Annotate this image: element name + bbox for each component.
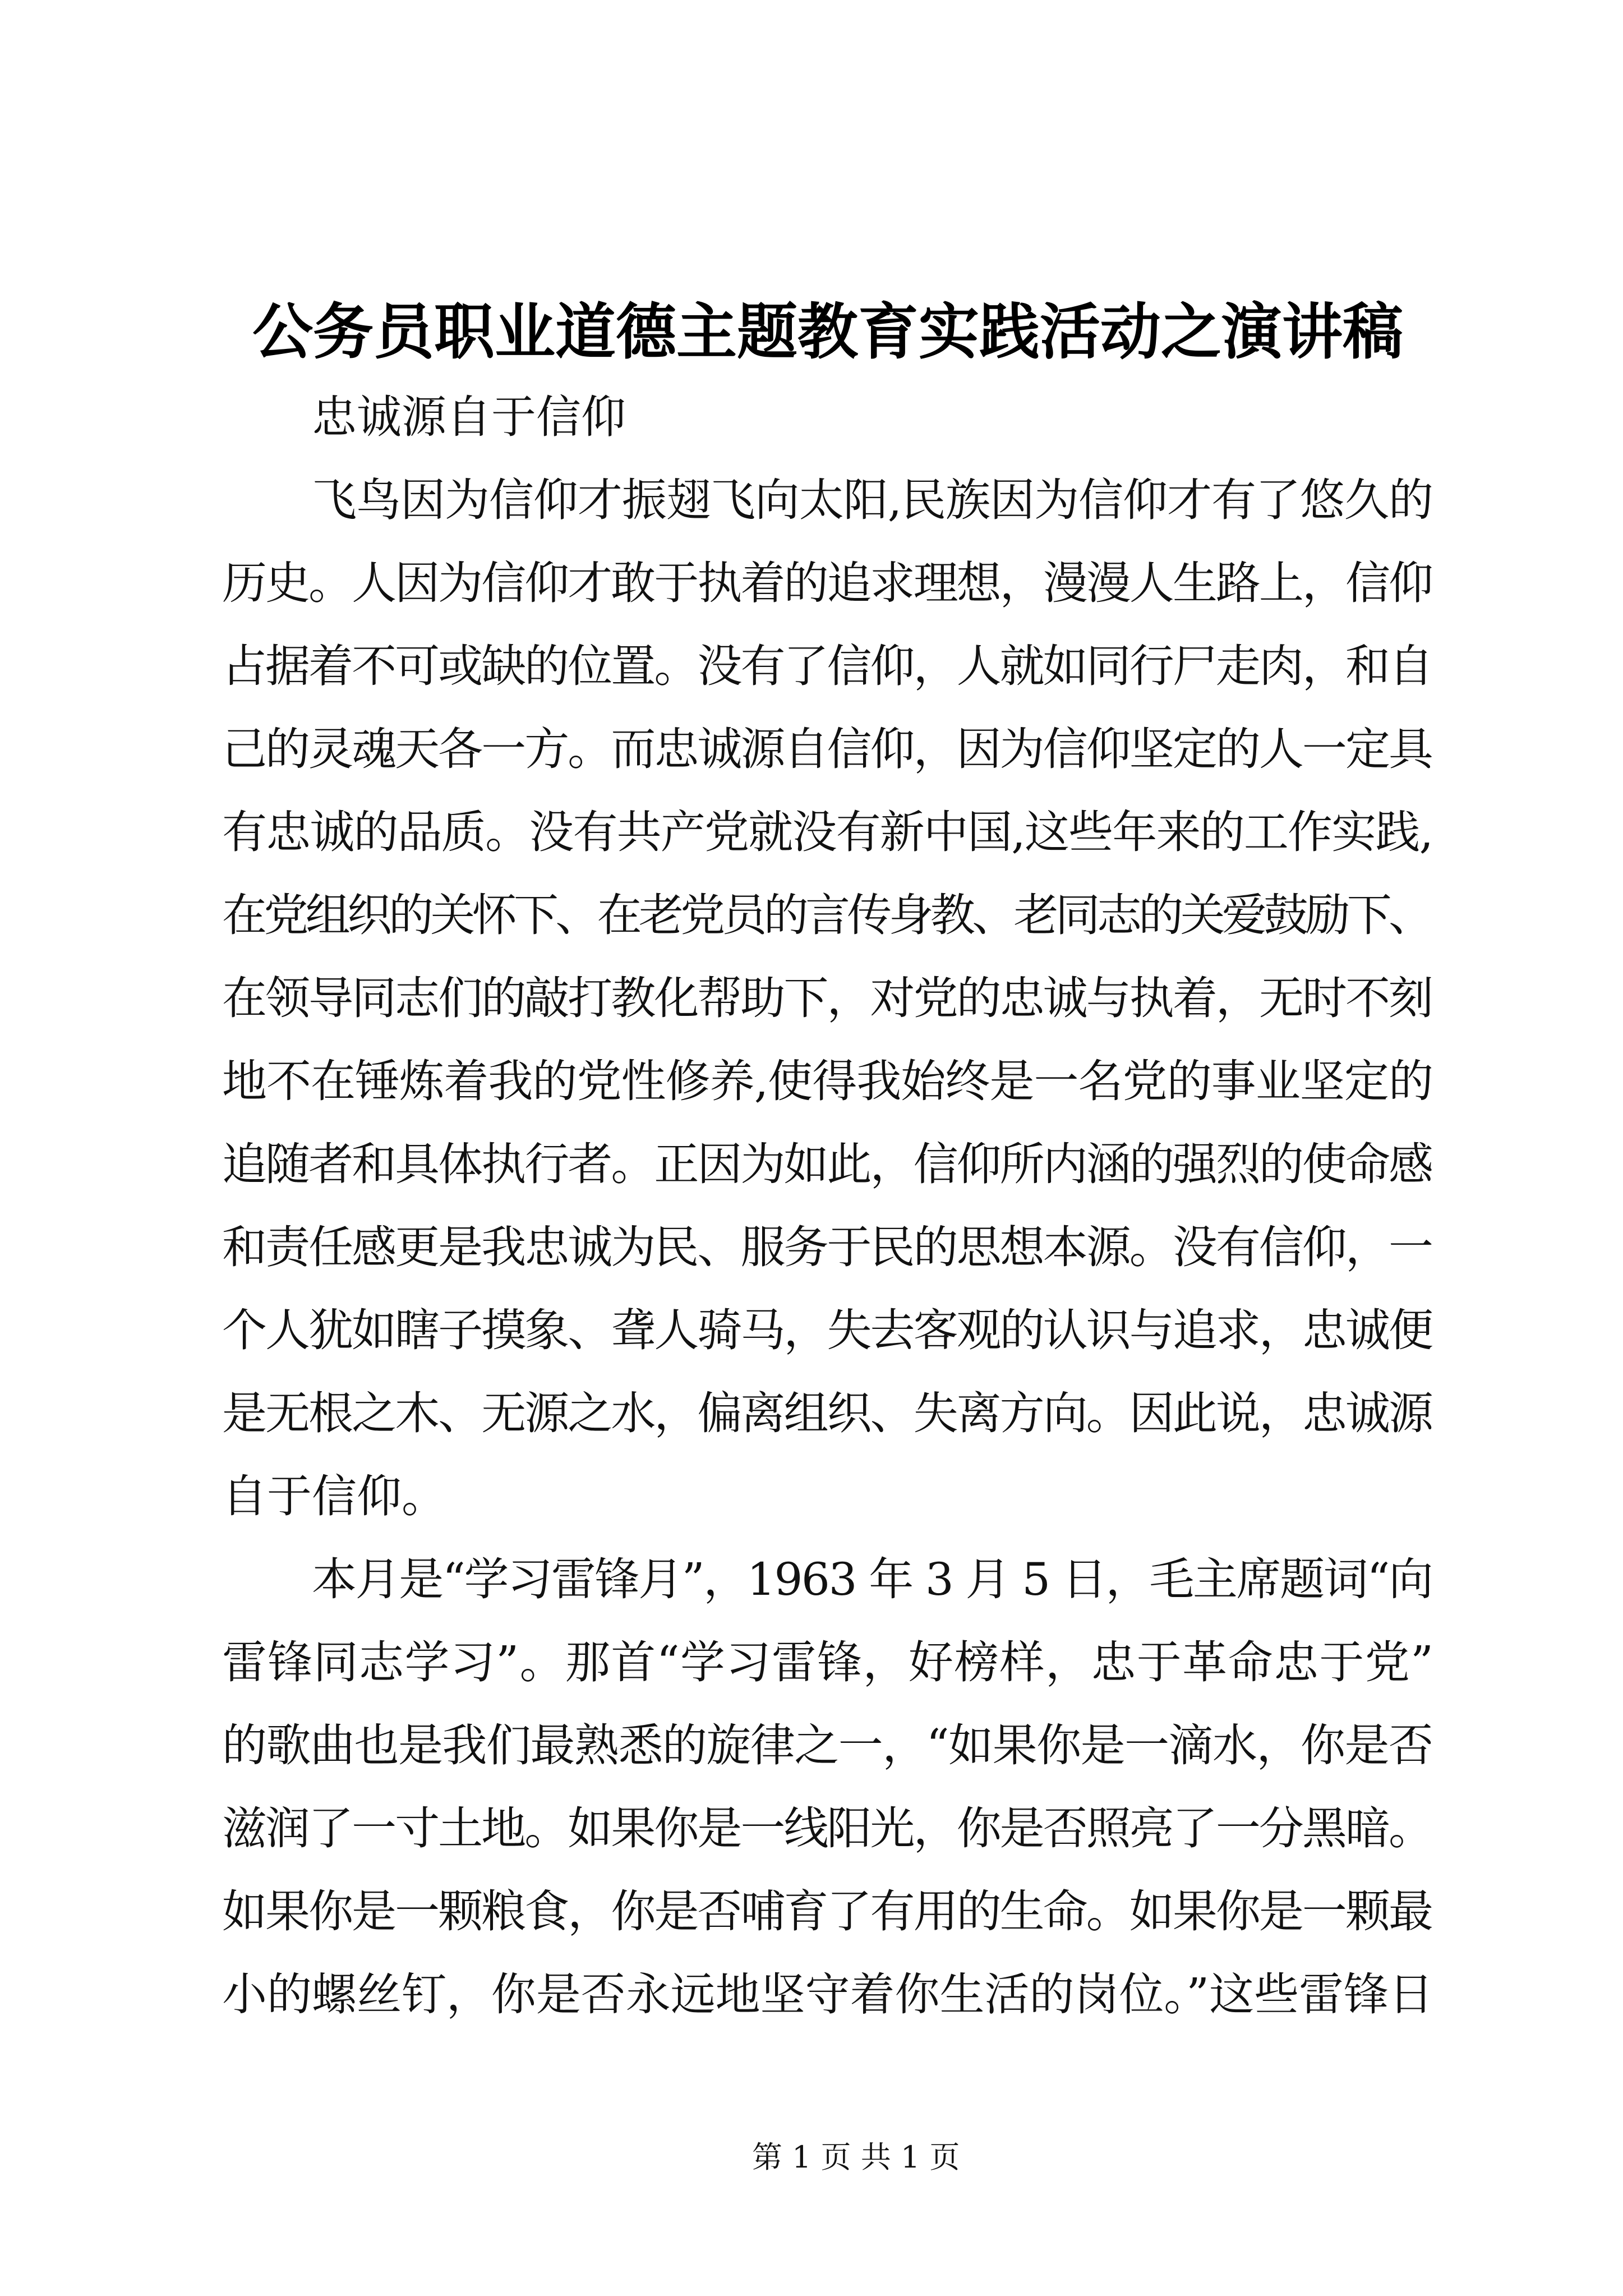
text-line-content: 的歌曲也是我们最熟悉的旋律之一，“如果你是一滴水，你是否	[222, 1719, 1433, 1772]
text-line	[222, 874, 1433, 957]
text-line	[222, 1953, 1433, 2036]
text-line	[222, 1870, 1433, 1953]
text-line-content: 飞鸟因为信仰才振翅飞向太阳,民族因为信仰才有了悠久的	[312, 474, 1433, 526]
text-line-content: 在党组织的关怀下、在老党员的言传身教、老同志的关爱鼓励下、	[222, 889, 1431, 941]
text-line	[222, 791, 1433, 874]
text-line	[222, 1455, 1433, 1538]
text-line-content: 在领导同志们的敲打教化帮助下，对党的忠诚与执着，无时不刻	[222, 972, 1432, 1024]
text-line	[222, 542, 1433, 625]
text-line	[222, 1787, 1433, 1870]
paragraph	[222, 1538, 1433, 2036]
text-line	[222, 1538, 1433, 1621]
text-line-content: 本月是“学习雷锋月”，1963 年 3 月 5 日，毛主席题词“向	[312, 1553, 1432, 1605]
text-line-content: 小的螺丝钉，你是否永远地坚守着你生活的岗位。”这些雷锋日	[222, 1968, 1433, 2021]
text-line	[222, 708, 1433, 791]
text-line-content: 如果你是一颗粮食，你是否哺育了有用的生命。如果你是一颗最	[222, 1885, 1432, 1938]
text-line-content: 有忠诚的品质。没有共产党就没有新中国,这些年来的工作实践,	[222, 806, 1433, 858]
text-line-content: 占据着不可或缺的位置。没有了信仰，人就如同行尸走肉，和自	[222, 640, 1432, 692]
section-heading-text: 忠诚源自于信仰	[312, 391, 626, 443]
text-line-content: 己的灵魂天各一方。而忠诚源自信仰，因为信仰坚定的人一定具	[222, 723, 1432, 775]
text-line	[222, 1040, 1433, 1123]
text-line-content: 个人犹如瞎子摸象、聋人骑马，失去客观的认识与追求，忠诚便	[222, 1304, 1432, 1356]
text-line-content: 雷锋同志学习”。那首“学习雷锋，好榜样，忠于革命忠于党”	[222, 1636, 1435, 1688]
text-line	[222, 1621, 1433, 1704]
document-title: 公务员职业道德主题教育实践活动之演讲稿	[252, 297, 1403, 367]
page-number-label: 第 1 页 共 1 页	[752, 2139, 960, 2175]
text-line	[222, 1372, 1433, 1455]
text-line-content: 历史。人因为信仰才敢于执着的追求理想，漫漫人生路上，信仰	[222, 557, 1432, 609]
section-heading	[222, 376, 1433, 459]
text-line-content: 追随者和具体执行者。正因为如此，信仰所内涵的强烈的使命感	[222, 1138, 1432, 1190]
text-line	[222, 1289, 1433, 1372]
text-line	[222, 459, 1433, 542]
document-body	[222, 376, 1433, 2036]
text-line-content: 地不在锤炼着我的党性修养,使得我始终是一名党的事业坚定的	[222, 1055, 1433, 1107]
text-line	[222, 957, 1433, 1040]
text-line-content: 自于信仰。	[222, 1470, 446, 1522]
text-line	[222, 625, 1433, 708]
text-line-content: 滋润了一寸土地。如果你是一线阳光，你是否照亮了一分黑暗。	[222, 1802, 1432, 1855]
page-footer	[752, 2138, 960, 2177]
text-line	[222, 1704, 1433, 1787]
text-line	[222, 1123, 1433, 1206]
paragraph	[222, 459, 1433, 1538]
text-line	[222, 1206, 1433, 1289]
text-line-content: 和责任感更是我忠诚为民、服务于民的思想本源。没有信仰，一	[222, 1221, 1432, 1273]
text-line-content: 是无根之木、无源之水，偏离组织、失离方向。因此说，忠诚源	[222, 1387, 1432, 1439]
